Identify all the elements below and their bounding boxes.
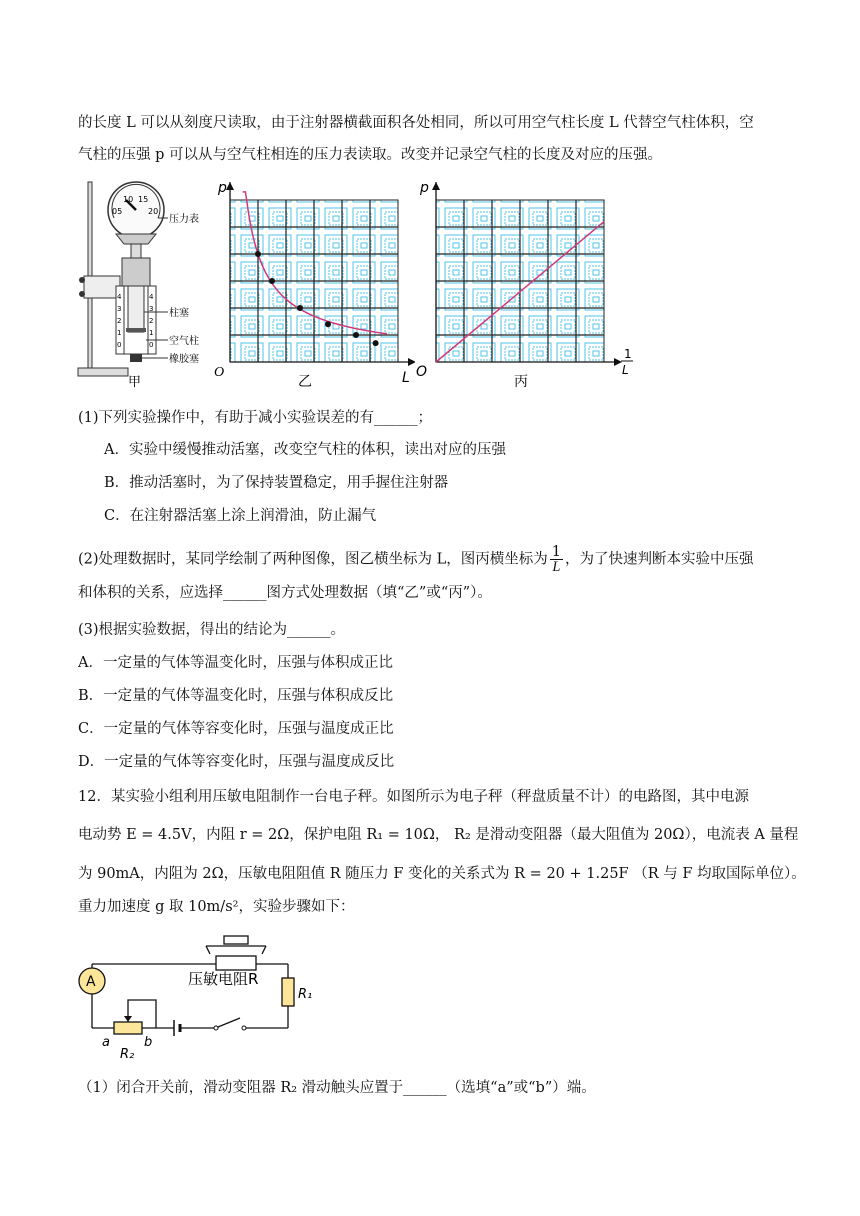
q12-part-1: （1）闭合开关前，滑动变阻器 R₂ 滑动触头应置于______（选填“a”或“b”）端。 xyxy=(78,1080,596,1096)
scale-mark-1: 1 xyxy=(117,329,122,337)
yi-point-5 xyxy=(373,340,379,346)
q12-line-1: 12．某实验小组利用压敏电阻制作一台电子秤。如图所示为电子秤（秤盘质量不计）的电路图，其中电源 xyxy=(78,789,749,805)
end-a-label: a xyxy=(102,1035,110,1050)
q1-option-b: B．推动活塞时，为了保持装置稳定，用手握住注射器 xyxy=(104,475,449,491)
q3-option-a: A．一定量的气体等温变化时，压强与体积成正比 xyxy=(78,655,393,671)
chart-yi xyxy=(210,178,415,390)
scale-mark-4: 4 xyxy=(117,293,122,301)
yi-point-2 xyxy=(297,305,303,311)
q12-line-2: 电动势 E = 4.5V，内阻 r = 2Ω，保护电阻 R₁ = 10Ω， R₂ 是滑动变阻器（最大阻值为 20Ω），电流表 A 量程 xyxy=(78,827,799,843)
yi-origin: O xyxy=(214,365,225,380)
yi-x-label: L xyxy=(402,370,410,386)
q3-option-b: B．一定量的气体等温变化时，压强与体积成反比 xyxy=(78,688,394,704)
caption-jia: 甲 xyxy=(128,375,142,388)
r1-label: R₁ xyxy=(298,987,313,1002)
stopper-label: 橡胶塞 xyxy=(169,354,199,365)
r1-resistor xyxy=(282,978,294,1006)
end-b-label: b xyxy=(144,1035,153,1050)
bing-x-num: 1 xyxy=(624,347,632,361)
q3-option-c: C．一定量的气体等容变化时，压强与温度成正比 xyxy=(78,721,394,737)
q2-line-2: 和体积的关系，应选择______图方式处理数据（填“乙”或“丙”）。 xyxy=(78,585,492,601)
air-column-label: 空气柱 xyxy=(169,336,199,347)
q3-stem: (3)根据实验数据，得出的结论为______。 xyxy=(78,622,346,638)
q3-option-d: D．一定量的气体等容变化时，压强与温度成反比 xyxy=(78,754,395,770)
yi-point-3 xyxy=(325,321,331,327)
scale-mark-2: 2 xyxy=(117,317,122,325)
caption-bing: 丙 xyxy=(514,374,528,390)
scale-mark-2r: 2 xyxy=(149,317,154,325)
r2-rheostat xyxy=(114,1022,142,1034)
bing-x-den: L xyxy=(622,363,629,377)
bing-y-label: p xyxy=(420,180,429,196)
gauge-scale-10: 10 xyxy=(123,195,134,204)
yi-point-0 xyxy=(255,251,261,257)
scale-mark-1r: 1 xyxy=(149,329,154,337)
yi-point-1 xyxy=(269,278,275,284)
scale-mark-3r: 3 xyxy=(149,305,154,313)
caption-yi: 乙 xyxy=(298,374,312,390)
q12-line-3: 为 90mA，内阻为 2Ω，压敏电阻阻值 R 随压力 F 变化的关系式为 R = 20 + 1.25F （R 与 F 均取国际单位）。 xyxy=(78,866,806,882)
scale-mark-0r: 0 xyxy=(149,341,154,349)
q2-part1: (2)处理数据时，某同学绘制了两种图像，图乙横坐标为 L，图丙横坐标为 xyxy=(78,551,548,568)
q12-line-4: 重力加速度 g 取 10m/s²，实验步骤如下： xyxy=(78,899,355,915)
gauge-scale-20: 20 xyxy=(148,207,159,216)
q2-part2: ，为了快速判断本实验中压强 xyxy=(565,551,754,568)
gauge-scale-05: 05 xyxy=(112,207,123,216)
q2-fraction: $\frac{1}{L}$ xyxy=(551,544,562,575)
pressure-sensor-resistor xyxy=(216,956,256,970)
switch-icon xyxy=(218,1018,240,1027)
q1-stem: (1)下列实验操作中，有助于减小实验误差的有______； xyxy=(78,410,433,426)
scale-mark-0: 0 xyxy=(117,341,122,349)
yi-y-label: p xyxy=(218,180,227,196)
plunger-label: 柱塞 xyxy=(169,308,189,319)
ammeter-label: A xyxy=(86,974,96,990)
sensor-label: 压敏电阻R xyxy=(188,970,259,988)
intro-line-1: 的长度 L 可以从刻度尺读取，由于注射器横截面积各处相同，所以可用空气柱长度 L 代替空气柱体积，空 xyxy=(78,115,754,131)
figure-apparatus xyxy=(76,178,216,388)
scale-mark-4r: 4 xyxy=(149,293,154,301)
q1-option-a: A．实验中缓慢推动活塞，改变空气柱的体积，读出对应的压强 xyxy=(104,442,506,458)
yi-point-4 xyxy=(353,332,359,338)
q2-line-1 xyxy=(78,545,754,574)
q1-option-c: C．在注射器活塞上涂上润滑油，防止漏气 xyxy=(104,508,377,524)
r2-label: R₂ xyxy=(120,1047,135,1062)
gauge-scale-15: 15 xyxy=(138,195,149,204)
chart-bing xyxy=(414,178,639,390)
gauge-label: 压力表 xyxy=(169,214,199,225)
bing-origin: O xyxy=(416,364,428,380)
intro-line-2: 气柱的压强 p 可以从与空气柱相连的压力表读取。改变并记录空气柱的长度及对应的压强。 xyxy=(78,147,662,163)
circuit-diagram xyxy=(74,928,314,1064)
scale-mark-3: 3 xyxy=(117,305,122,313)
